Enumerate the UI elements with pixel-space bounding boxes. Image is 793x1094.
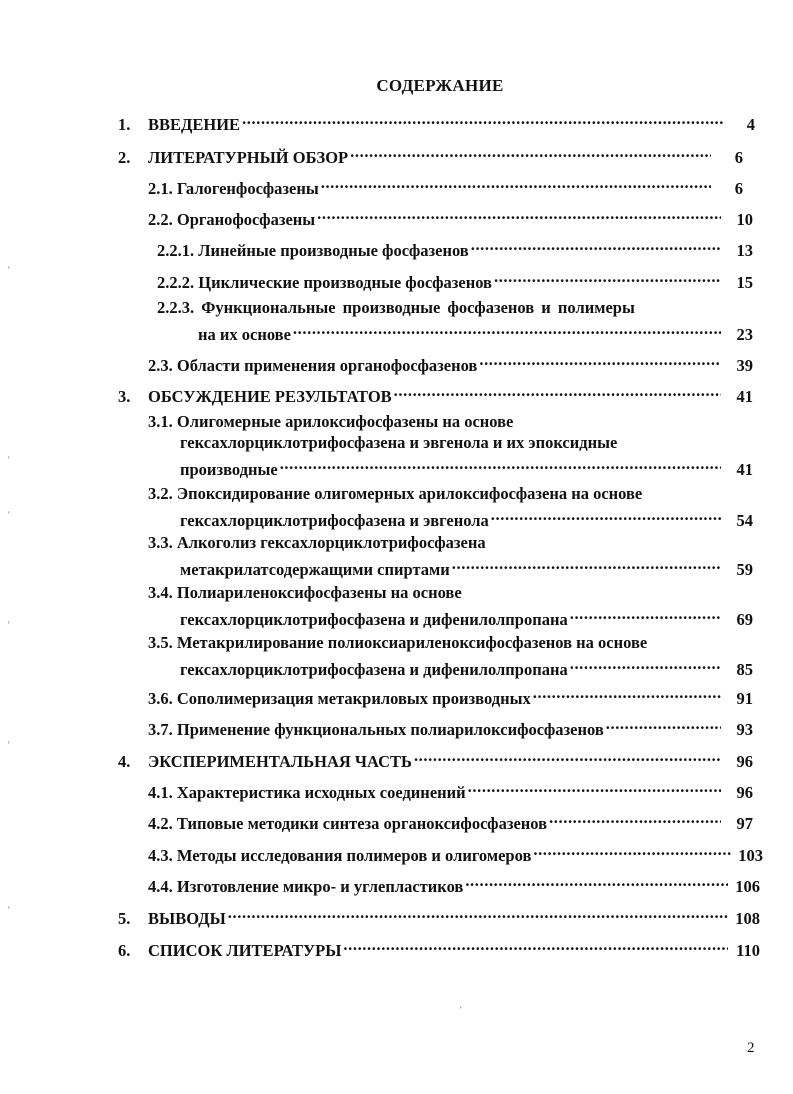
toc-entry-label: метакрилатсодержащими спиртами <box>180 560 450 579</box>
toc-entry-page: 41 <box>736 460 753 479</box>
toc-leader-dots <box>242 108 723 130</box>
toc-entry-label: гексахлорциклотрифосфазена и эвгенола <box>180 511 489 530</box>
toc-entry-page: 96 <box>736 783 753 802</box>
toc-leader-dots <box>533 839 731 861</box>
toc-entry[interactable] <box>148 776 753 802</box>
toc-entry-label-line: 3.4. Полиариленоксифосфазены на основе <box>148 583 462 602</box>
toc-entry-page: 93 <box>736 720 753 739</box>
toc-entry-label: СПИСОК ЛИТЕРАТУРЫ <box>148 941 342 960</box>
toc-leader-dots <box>465 870 728 892</box>
page-number: 2 <box>747 1040 755 1056</box>
toc-entry-number: 6. <box>118 941 131 960</box>
toc-entry-page: 96 <box>736 752 753 771</box>
toc-entry-page: 41 <box>736 387 753 406</box>
toc-entry-label: ВВЕДЕНИЕ <box>148 115 241 134</box>
toc-entry-page: 54 <box>736 511 753 530</box>
toc-entry-page: 91 <box>736 689 753 708</box>
toc-entry-label: ВЫВОДЫ <box>148 909 226 928</box>
toc-entry[interactable] <box>198 318 753 344</box>
toc-entry-label: 2.1. Галогенфосфазены <box>148 179 319 198</box>
toc-entry-page: 110 <box>736 941 760 960</box>
toc-entry-label: гексахлорциклотрифосфазена и дифенилолпропана <box>180 660 568 679</box>
toc-entry-number: 4. <box>118 752 131 771</box>
scan-speck: ' <box>8 265 10 275</box>
toc-entry-label: 4.2. Типовые методики синтеза органоксифосфазенов <box>148 814 548 833</box>
toc-leader-dots <box>606 713 721 735</box>
toc-leader-dots <box>414 745 721 767</box>
toc-entry[interactable] <box>180 553 753 579</box>
toc-leader-dots <box>533 682 721 704</box>
toc-leader-dots <box>280 453 721 475</box>
scan-speck: ' <box>460 1005 462 1015</box>
toc-entry[interactable] <box>157 234 753 260</box>
toc-entry[interactable] <box>148 839 763 865</box>
toc-entry-page: 10 <box>736 210 753 229</box>
toc-leader-dots <box>228 902 728 924</box>
toc-entry-label: 2.2. Органофосфазены <box>148 210 316 229</box>
toc-entry-label-line: гексахлорциклотрифосфазена и эвгенола и их эпоксидные <box>180 433 618 452</box>
toc-leader-dots <box>494 266 721 288</box>
toc-entry-label: 2.3. Области применения органофосфазенов <box>148 356 478 375</box>
toc-entry-label: 2.2.2. Циклические производные фосфазенов <box>157 273 492 292</box>
page-title: СОДЕРЖАНИЕ <box>376 76 504 95</box>
toc-entry-label: на их основе <box>198 325 291 344</box>
scan-speck: ' <box>8 905 10 915</box>
toc-entry-page: 13 <box>736 241 753 260</box>
toc-entry-label: ЭКСПЕРИМЕНТАЛЬНАЯ ЧАСТЬ <box>148 752 412 771</box>
toc-leader-dots <box>479 349 721 371</box>
scan-speck: ' <box>8 620 10 630</box>
toc-leader-dots <box>394 380 721 402</box>
toc-entry-page: 106 <box>735 877 760 896</box>
toc-entry-page: 6 <box>734 148 743 167</box>
toc-entry[interactable] <box>148 870 760 896</box>
toc-entry-number: 3. <box>118 387 131 406</box>
toc-entry[interactable] <box>118 108 755 134</box>
toc-entry-number: 1. <box>118 115 131 134</box>
toc-entry[interactable] <box>180 603 753 629</box>
toc-leader-dots <box>570 653 721 675</box>
toc-entry-page: 59 <box>736 560 753 579</box>
scan-speck: ' <box>8 740 10 750</box>
toc-leader-dots <box>549 807 721 829</box>
toc-entry-page: 97 <box>736 814 753 833</box>
toc-entry-page: 85 <box>736 660 753 679</box>
toc-entry-label: 4.4. Изготовление микро- и углепластиков <box>148 877 464 896</box>
toc-entry[interactable] <box>148 807 753 833</box>
toc-entry[interactable] <box>180 453 753 479</box>
toc-entry-label-line: 3.2. Эпоксидирование олигомерных арилоксифосфазена на основе <box>148 484 643 503</box>
toc-entry-label: ОБСУЖДЕНИЕ РЕЗУЛЬТАТОВ <box>148 387 392 406</box>
toc-entry-label: 3.6. Сополимеризация метакриловых производных <box>148 689 531 708</box>
toc-entry[interactable] <box>148 203 753 229</box>
toc-leader-dots <box>350 141 711 163</box>
toc-leader-dots <box>468 776 721 798</box>
toc-leader-dots <box>343 934 728 956</box>
toc-leader-dots <box>570 603 721 625</box>
toc-entry-page: 6 <box>734 179 743 198</box>
toc-entry-page: 103 <box>738 846 763 865</box>
toc-leader-dots <box>471 234 721 256</box>
toc-entry-page: 4 <box>746 115 755 134</box>
toc-entry[interactable] <box>118 380 753 406</box>
toc-entry-page: 15 <box>736 273 753 292</box>
toc-entry-label-line: 3.5. Метакрилирование полиоксиариленоксифосфазенов на основе <box>148 633 648 652</box>
toc-entry-page: 108 <box>735 909 760 928</box>
toc-entry-label-line: 2.2.3. Функциональные производные фосфазенов и полимеры <box>157 298 635 317</box>
toc-leader-dots <box>293 318 721 340</box>
toc-entry-number: 5. <box>118 909 131 928</box>
toc-entry-label: 4.1. Характеристика исходных соединений <box>148 783 466 802</box>
toc-entry-label: ЛИТЕРАТУРНЫЙ ОБЗОР <box>148 148 349 167</box>
toc-entry[interactable] <box>148 713 753 739</box>
toc-entry[interactable] <box>118 745 753 771</box>
toc-entry-number: 2. <box>118 148 131 167</box>
toc-entry[interactable] <box>118 902 760 928</box>
toc-entry[interactable] <box>118 141 743 167</box>
toc-entry-label: гексахлорциклотрифосфазена и дифенилолпропана <box>180 610 568 629</box>
toc-entry[interactable] <box>148 349 753 375</box>
toc-entry-label: 4.3. Методы исследования полимеров и олигомеров <box>148 846 532 865</box>
toc-leader-dots <box>317 203 721 225</box>
scan-speck: ' <box>8 510 10 520</box>
toc-entry-page: 39 <box>736 356 753 375</box>
toc-entry[interactable] <box>118 934 760 960</box>
toc-entry-label: 3.7. Применение функциональных полиарилоксифосфазенов <box>148 720 604 739</box>
toc-leader-dots <box>321 172 711 194</box>
toc-entry-label-line: 3.3. Алкоголиз гексахлорциклотрифосфазена <box>148 533 486 552</box>
toc-entry-label: производные <box>180 460 278 479</box>
toc-leader-dots <box>452 553 721 575</box>
scan-speck: ' <box>8 455 10 465</box>
toc-entry[interactable] <box>148 172 743 198</box>
toc-entry-page: 69 <box>736 610 753 629</box>
toc-entry-label-line: 3.1. Олигомерные арилоксифосфазены на основе <box>148 412 514 431</box>
toc-entry-page: 23 <box>736 325 753 344</box>
toc-entry-label: 2.2.1. Линейные производные фосфазенов <box>157 241 469 260</box>
toc-entry[interactable] <box>180 504 753 530</box>
toc-entry[interactable] <box>180 653 753 679</box>
toc-entry[interactable] <box>148 682 753 708</box>
toc-leader-dots <box>491 504 721 526</box>
toc-entry[interactable] <box>157 266 753 292</box>
